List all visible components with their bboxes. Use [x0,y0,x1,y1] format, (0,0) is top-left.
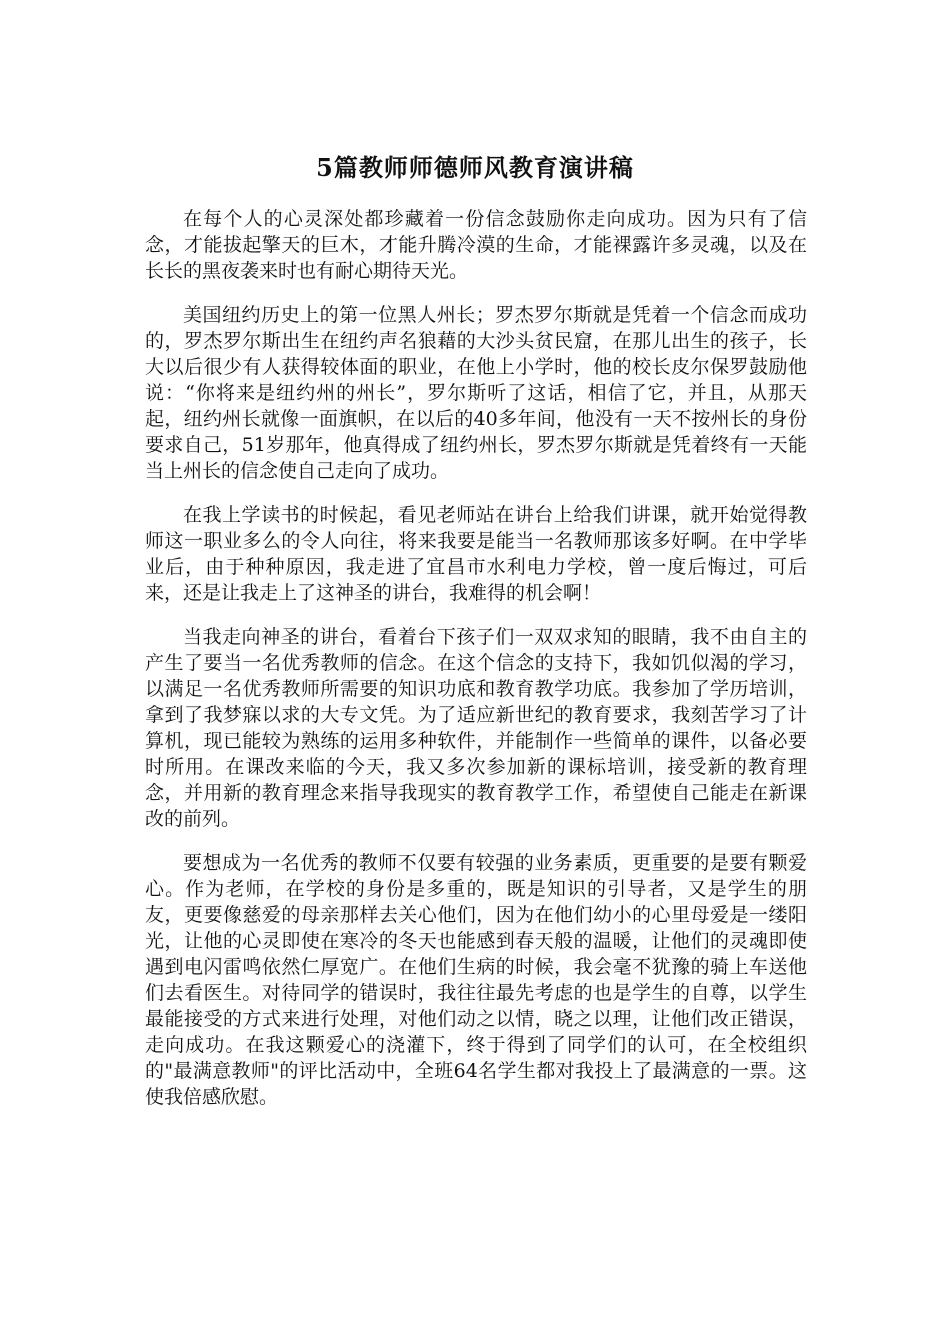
paragraph-1: 在每个人的心灵深处都珍藏着一份信念鼓励你走向成功。因为只有了信念，才能拔起擎天的巨木，才能升腾冷漠的生命，才能裸露许多灵魂，以及在长长的黑夜袭来时也有耐心期待天光。 [145,208,807,282]
document-body [145,206,807,1128]
page-title: 5篇教师师德师风教育演讲稿 [316,153,634,182]
paragraph-3: 在我上学读书的时候起，看见老师站在讲台上给我们讲课，就开始觉得教师这一职业多么的令人向往，将来我要是能当一名教师那该多好啊。在中学毕业后，由于种种原因，我走进了宜昌市水利电力学校，曾一度后悔过，可后来，还是让我走上了这神圣的讲台，我难得的机会啊！ [145,504,807,604]
paragraph-2: 美国纽约历史上的第一位黑人州长；罗杰罗尔斯就是凭着一个信念而成功的，罗杰罗尔斯出生在纽约声名狼藉的大沙头贫民窟，在那儿出生的孩子，长大以后很少有人获得较体面的职业，在他上小学时，他的校长皮尔保罗鼓励他说：“你将来是纽约州的州长”，罗尔斯听了这话，相信了它，并且，从那天起，纽约州长就像一面旗帜，在以后的40多年间，他没有一天不按州长的身份要求自己，51岁那年，他真得成了纽约州长，罗杰罗尔斯就是凭着终有一天能当上州长的信念使自己走向了成功。 [145,304,807,482]
paragraph-4: 当我走向神圣的讲台，看着台下孩子们一双双求知的眼睛，我不由自主的产生了要当一名优秀教师的信念。在这个信念的支持下，我如饥似渴的学习，以满足一名优秀教师所需要的知识功底和教育教学功底。我参加了学历培训，拿到了我梦寐以求的大专文凭。为了适应新世纪的教育要求，我刻苦学习了计算机，现已能较为熟练的运用多种软件，并能制作一些简单的课件，以备必要时所用。在课改来临的今天，我又多次参加新的课标培训，接受新的教育理念，并用新的教育理念来指导我现实的教育教学工作，希望使自己能走在新课改的前列。 [145,626,807,830]
paragraph-5: 要想成为一名优秀的教师不仅要有较强的业务素质，更重要的是要有颗爱心。作为老师，在学校的身份是多重的，既是知识的引导者，又是学生的朋友，更要像慈爱的母亲那样去关心他们，因为在他们幼小的心里母爱是一缕阳光，让他的心灵即使在寒冷的冬天也能感到春天般的温暖，让他们的灵魂即使遇到电闪雷鸣依然仁厚宽广。在他们生病的时候，我会毫不犹豫的骑上车送他们去看医生。对待同学的错误时，我往往最先考虑的也是学生的自尊，以学生最能接受的方式来进行处理，对他们动之以情，晓之以理，让他们改正错误，走向成功。在我这颗爱心的浇灌下，终于得到了同学们的认可，在全校组织的"最满意教师"的评比活动中，全班64名学生都对我投上了最满意的一票。这使我倍感欣慰。 [145,852,807,1108]
